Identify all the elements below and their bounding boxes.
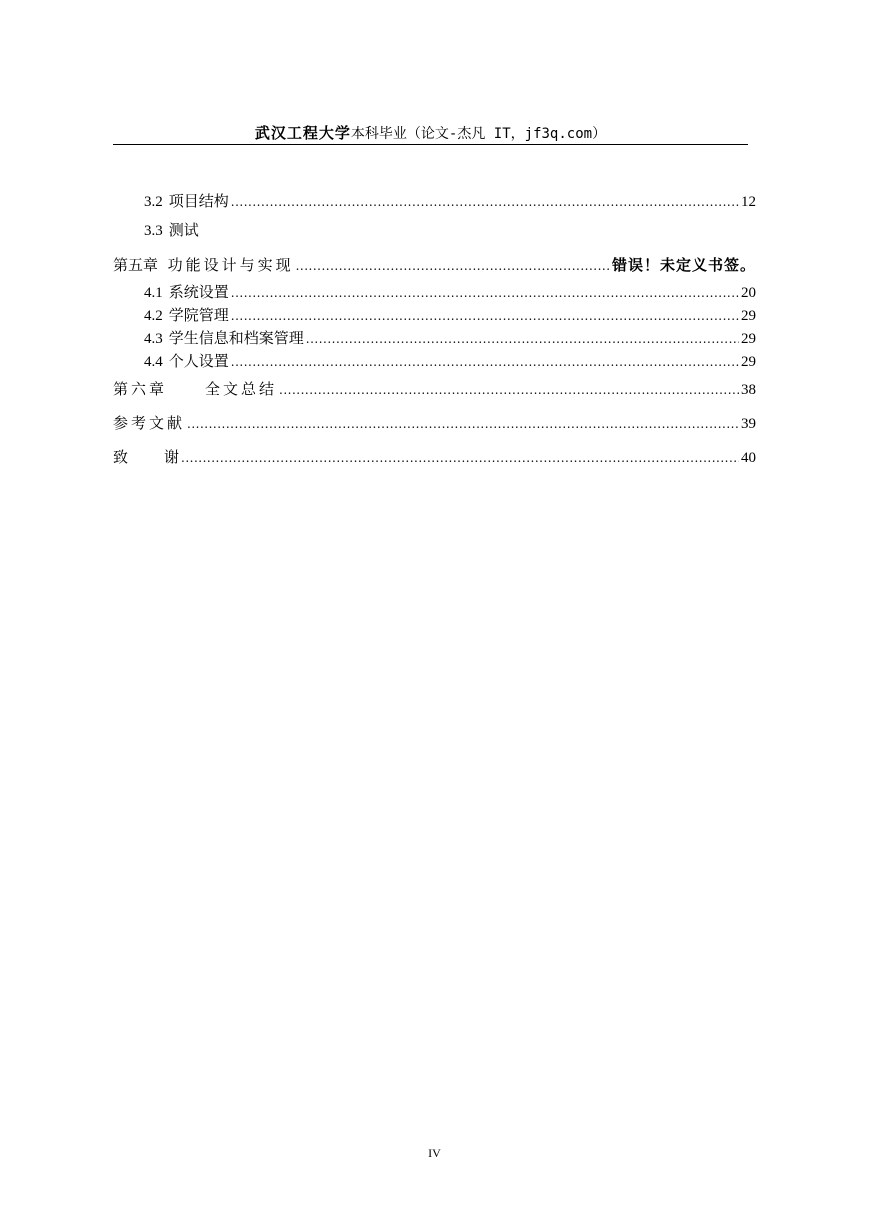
toc-entry-title-part-1: 致 [113,448,129,466]
dot-leader [231,351,739,373]
toc-entry-page: 12 [741,194,756,210]
toc-entry-title: 功能设计与实现 [167,256,294,274]
dot-leader [231,191,739,213]
toc-entry-4-2[interactable] [144,304,756,327]
dot-leader [181,447,739,469]
toc-entry-number: 4.4 [144,354,163,370]
toc-entry-number: 4.3 [144,331,163,347]
toc-entry-3-3[interactable] [144,219,756,242]
toc-entry-title: 参考文献 [113,414,186,432]
toc-entry-acknowledgements[interactable] [113,446,756,469]
toc-entry-page: 29 [741,308,756,324]
dot-leader [279,379,739,401]
toc-entry-3-2[interactable] [144,190,756,213]
toc-entry-page: 29 [741,331,756,347]
toc-entry-4-3[interactable] [144,327,756,350]
toc-entry-title: 测试 [168,221,199,239]
toc-entry-page: 39 [741,416,756,432]
dot-leader [231,305,739,327]
dot-leader [296,255,610,277]
toc-entry-title: 全文总结 [205,380,278,398]
toc-chapter-label: 第六章 [113,380,168,398]
toc-entry-number: 4.2 [144,308,163,324]
toc-entry-chapter-5[interactable] [113,254,756,277]
toc-entry-page: 20 [741,285,756,301]
toc-chapter-label: 第五章 [113,256,159,274]
toc-entry-page: 38 [741,382,756,398]
toc-entry-number: 4.1 [144,285,163,301]
toc-entry-4-4[interactable] [144,350,756,373]
dot-leader [306,328,739,350]
toc-entry-page: 29 [741,354,756,370]
toc-entry-title: 个人设置 [168,352,229,370]
university-name: 武汉工程大学 [254,124,351,142]
toc-entry-page: 40 [741,450,756,466]
dot-leader [187,413,739,435]
toc-entry-title: 学院管理 [168,306,229,324]
toc-entry-title: 项目结构 [168,192,229,210]
toc-entry-chapter-6[interactable] [113,378,756,401]
toc-entry-title-part-2: 谢 [164,448,180,466]
toc-entry-4-1[interactable] [144,281,756,304]
toc-entry-title: 系统设置 [168,283,229,301]
dot-leader [231,282,739,304]
toc-entry-number: 3.3 [144,223,163,239]
toc-entry-references[interactable] [113,412,756,435]
toc-entry-number: 3.2 [144,194,163,210]
page-header [113,124,748,145]
page-number: IV [428,1146,441,1160]
toc-entry-title: 学生信息和档案管理 [168,329,304,347]
bookmark-error-text: 错误！未定义书签。 [611,256,756,274]
header-subtitle: 本科毕业（论文-杰凡 IT，jf3q.com） [350,126,607,142]
